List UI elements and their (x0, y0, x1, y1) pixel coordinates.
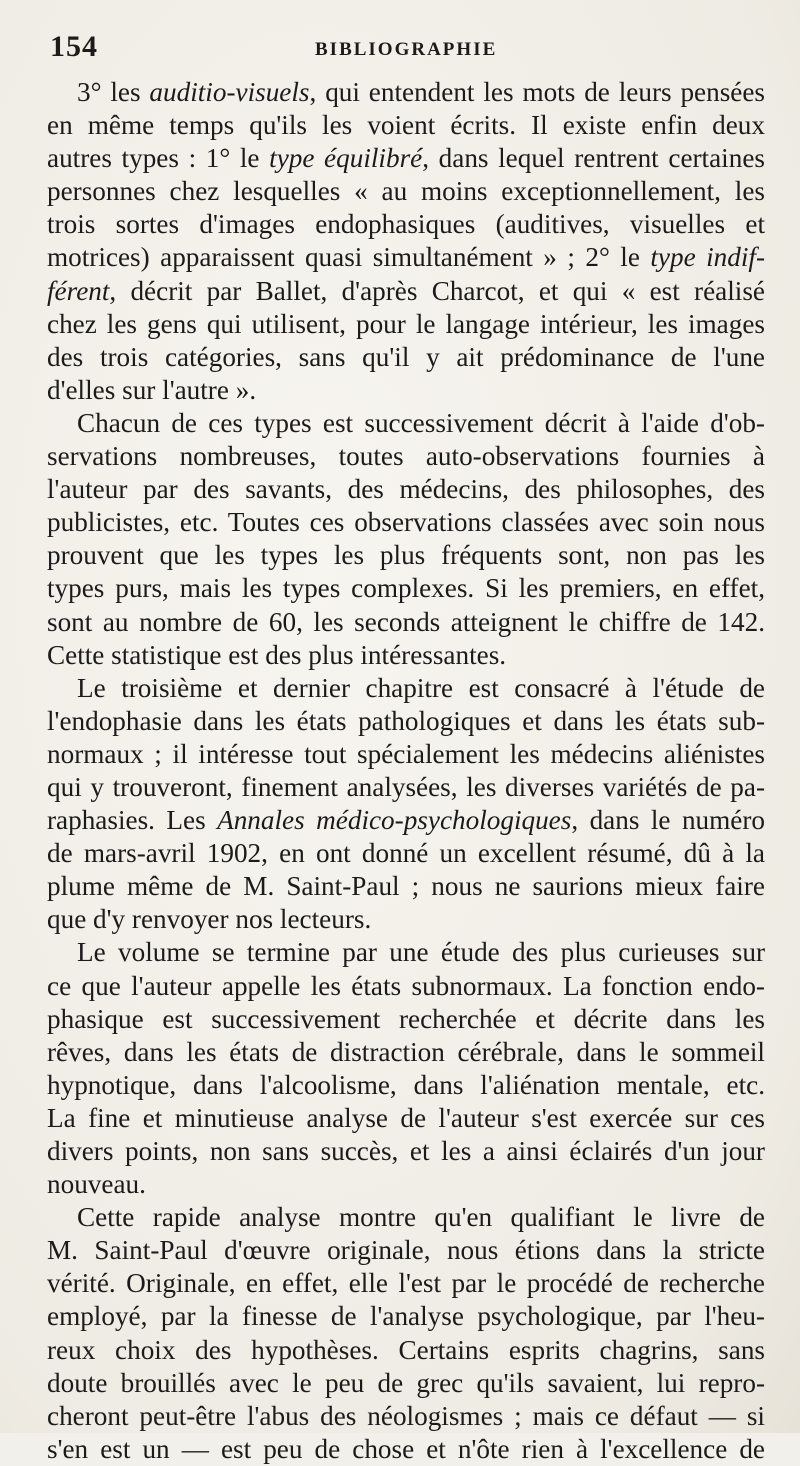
text-line: reux choix des hypothèses. Certains esprits chagrins, sans (47, 1334, 765, 1365)
text-line: autres types : 1° le type équilibré, dans lequel rentrent certaines (47, 143, 765, 174)
text-line: Chacun de ces types est successivement décrit à l'aide d'ob- (77, 407, 765, 438)
text-line: de mars-avril 1902, en ont donné un excellent résumé, dû à la (47, 838, 765, 869)
text-line: d'elles sur l'autre ». (47, 374, 257, 405)
page-number: 154 (50, 30, 98, 63)
text-line: chez les gens qui utilisent, pour le langage intérieur, les images (47, 308, 765, 339)
page-header (50, 30, 770, 70)
text-line: cheront peut-être l'abus des néologismes ; mais ce défaut — si (47, 1400, 765, 1431)
text-line: l'auteur par des savants, des médecins, des philosophes, des (47, 474, 765, 505)
text-line: La fine et minutieuse analyse de l'auteur s'est exercée sur ces (47, 1102, 765, 1133)
text-line: l'endophasie dans les états pathologiques et dans les états sub- (47, 705, 765, 736)
text-line: servations nombreuses, toutes auto-observations fournies à (47, 441, 765, 472)
text-line: ce que l'auteur appelle les états subnormaux. La fonction endo- (47, 970, 765, 1001)
text-line: Cette rapide analyse montre qu'en qualifiant le livre de (77, 1202, 765, 1233)
text-line: trois sortes d'images endophasiques (auditives, visuelles et (47, 209, 765, 240)
text-line: 3° les auditio-visuels, qui entendent les mots de leurs pensées (77, 77, 765, 107)
text-line: s'en est un — est peu de chose et n'ôte rien à l'excellence de (47, 1433, 765, 1464)
text-line: en même temps qu'ils les voient écrits. Il existe enfin deux (47, 110, 765, 141)
running-head: BIBLIOGRAPHIE (315, 39, 498, 60)
text-line: personnes chez lesquelles « au moins exceptionnellement, les (47, 176, 765, 207)
text-line: nouveau. (47, 1169, 146, 1200)
text-line: motrices) apparaissent quasi simultanément » ; 2° le type indif- (47, 242, 765, 273)
text-line: types purs, mais les types complexes. Si les premiers, en effet, (47, 573, 765, 604)
text-line: férent, décrit par Ballet, d'après Charcot, et qui « est réalisé (47, 275, 765, 306)
text-line: raphasies. Les Annales médico-psychologiques, dans le numéro (47, 805, 765, 836)
text-line: Le troisième et dernier chapitre est consacré à l'étude de (77, 672, 765, 703)
text-line: publicistes, etc. Toutes ces observations classées avec soin nous (47, 507, 765, 538)
text-line: hypnotique, dans l'alcoolisme, dans l'aliénation mentale, etc. (47, 1069, 765, 1100)
text-line: vérité. Originale, en effet, elle l'est par le procédé de recherche (47, 1268, 765, 1299)
text-line: plume même de M. Saint-Paul ; nous ne saurions mieux faire (47, 871, 765, 902)
text-line: qui y trouveront, finement analysées, les diverses variétés de pa- (47, 771, 765, 802)
text-line: doute brouillés avec le peu de grec qu'ils savaient, lui repro- (47, 1367, 765, 1398)
text-line: M. Saint-Paul d'œuvre originale, nous étions dans la stricte (47, 1235, 765, 1266)
text-line: normaux ; il intéresse tout spécialement les médecins aliénistes (47, 738, 765, 769)
text-line: Cette statistique est des plus intéressantes. (47, 639, 507, 670)
body-text (47, 76, 765, 1466)
text-line: phasique est successivement recherchée et décrite dans les (47, 1003, 765, 1034)
text-line: divers points, non sans succès, et les a ainsi éclairés d'un jour (47, 1136, 765, 1166)
text-line: prouvent que les types les plus fréquents sont, non pas les (47, 540, 765, 571)
text-line: employé, par la finesse de l'analyse psychologique, par l'heu- (47, 1301, 765, 1332)
text-line: rêves, dans les états de distraction cérébrale, dans le sommeil (47, 1036, 765, 1067)
text-line: sont au nombre de 60, les seconds atteignent le chiffre de 142. (47, 606, 765, 637)
text-line: des trois catégories, sans qu'il y ait prédominance de l'une (47, 341, 765, 372)
text-line: que d'y renvoyer nos lecteurs. (47, 904, 372, 935)
text-line: Le volume se termine par une étude des plus curieuses sur (77, 937, 765, 968)
